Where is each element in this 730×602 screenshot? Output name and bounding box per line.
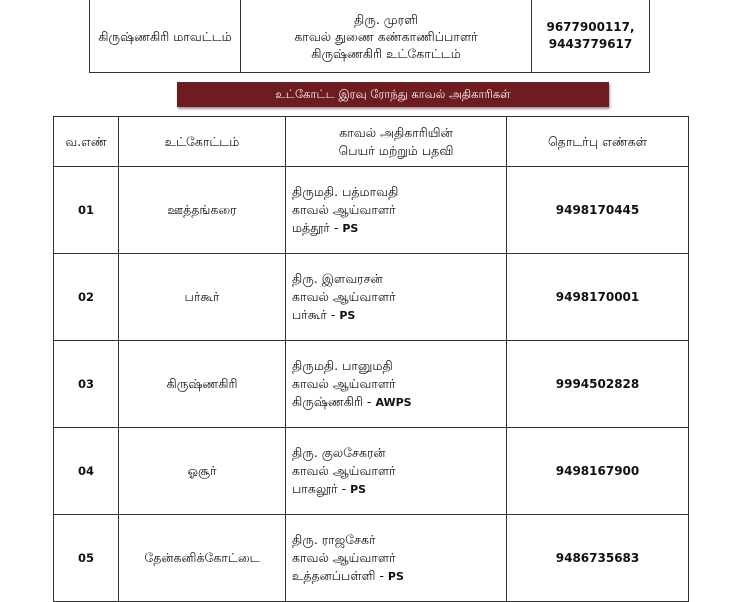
officer-station: உத்தனப்பள்ளி - bbox=[292, 567, 384, 583]
station-type: PS bbox=[387, 569, 404, 583]
officer-cell bbox=[241, 0, 532, 73]
row-subdivision: ஓசூர் bbox=[119, 428, 286, 515]
header-officer-line1: காவல் அதிகாரியின் bbox=[339, 124, 453, 140]
officer-station: பாகலூர் - bbox=[292, 480, 347, 496]
header-sno: வ.எண் bbox=[54, 117, 119, 167]
header-officer bbox=[286, 117, 507, 167]
header-subdivision: உட்கோட்டம் bbox=[119, 117, 286, 167]
table-row bbox=[54, 515, 689, 602]
officer-name: திரு. இளவரசன் bbox=[292, 270, 383, 286]
phone-number-1: 9677900117, bbox=[546, 20, 635, 34]
district-officer-table bbox=[89, 0, 650, 73]
officer-rank: காவல் ஆய்வாளர் bbox=[292, 288, 396, 304]
row-subdivision: பர்கூர் bbox=[119, 254, 286, 341]
table-row bbox=[54, 254, 689, 341]
officer-name: திருமதி. பத்மாவதி bbox=[292, 183, 399, 199]
officer-station-line bbox=[292, 306, 506, 325]
officer-station-line bbox=[292, 567, 506, 586]
officer-name: திரு. குலசேகரன் bbox=[292, 444, 386, 460]
header-contact: தொடர்பு எண்கள் bbox=[507, 117, 689, 167]
row-phone: 9498170445 bbox=[507, 167, 689, 254]
row-phone: 9486735683 bbox=[507, 515, 689, 602]
row-officer bbox=[286, 167, 507, 254]
row-sno: 01 bbox=[54, 167, 119, 254]
officer-rank: காவல் ஆய்வாளர் bbox=[292, 201, 396, 217]
station-type: PS bbox=[350, 482, 367, 496]
row-subdivision: கிருஷ்ணகிரி bbox=[119, 341, 286, 428]
night-patrol-officers-table bbox=[53, 116, 689, 602]
officer-name: திரு. ராஜசேகர் bbox=[292, 531, 376, 547]
officer-name: திருமதி. பானுமதி bbox=[292, 357, 393, 373]
officer-station: பர்கூர் - bbox=[292, 306, 336, 322]
row-sno: 05 bbox=[54, 515, 119, 602]
row-officer bbox=[286, 515, 507, 602]
row-officer bbox=[286, 254, 507, 341]
row-phone: 9498167900 bbox=[507, 428, 689, 515]
station-type: AWPS bbox=[375, 395, 412, 409]
officer-station-line bbox=[292, 219, 506, 238]
table-header-row bbox=[54, 117, 689, 167]
header-officer-line2: பெயர் மற்றும் பதவி bbox=[338, 142, 454, 158]
row-phone: 9498170001 bbox=[507, 254, 689, 341]
row-officer bbox=[286, 428, 507, 515]
row-phone: 9994502828 bbox=[507, 341, 689, 428]
row-subdivision: தேன்கனிக்கோட்டை bbox=[119, 515, 286, 602]
table-row bbox=[54, 341, 689, 428]
officer-name: திரு. முரளி bbox=[354, 11, 418, 27]
officer-rank: காவல் ஆய்வாளர் bbox=[292, 549, 396, 565]
table-row bbox=[54, 428, 689, 515]
district-name: கிருஷ்ணகிரி மாவட்டம் bbox=[98, 28, 232, 44]
row-sno: 03 bbox=[54, 341, 119, 428]
district-officer-row bbox=[90, 0, 650, 73]
officer-rank: காவல் துணை கண்காணிப்பாளர் bbox=[294, 28, 478, 44]
phone-cell bbox=[532, 0, 650, 73]
officer-office: கிருஷ்ணகிரி உட்கோட்டம் bbox=[311, 45, 461, 61]
district-cell bbox=[90, 0, 241, 73]
officer-station: கிருஷ்ணகிரி - bbox=[292, 393, 372, 409]
officer-station-line bbox=[292, 393, 506, 412]
table-row bbox=[54, 167, 689, 254]
station-type: PS bbox=[339, 308, 356, 322]
station-type: PS bbox=[342, 221, 359, 235]
officer-rank: காவல் ஆய்வாளர் bbox=[292, 375, 396, 391]
row-officer bbox=[286, 341, 507, 428]
section-banner: உட்கோட்ட இரவு ரோந்து காவல் அதிகாரிகள் bbox=[177, 82, 609, 107]
officer-station-line bbox=[292, 480, 506, 499]
officer-station: மத்தூர் - bbox=[292, 219, 339, 235]
officer-rank: காவல் ஆய்வாளர் bbox=[292, 462, 396, 478]
phone-number-2: 9443779617 bbox=[548, 37, 633, 51]
row-sno: 02 bbox=[54, 254, 119, 341]
row-sno: 04 bbox=[54, 428, 119, 515]
row-subdivision: ஊத்தங்கரை bbox=[119, 167, 286, 254]
